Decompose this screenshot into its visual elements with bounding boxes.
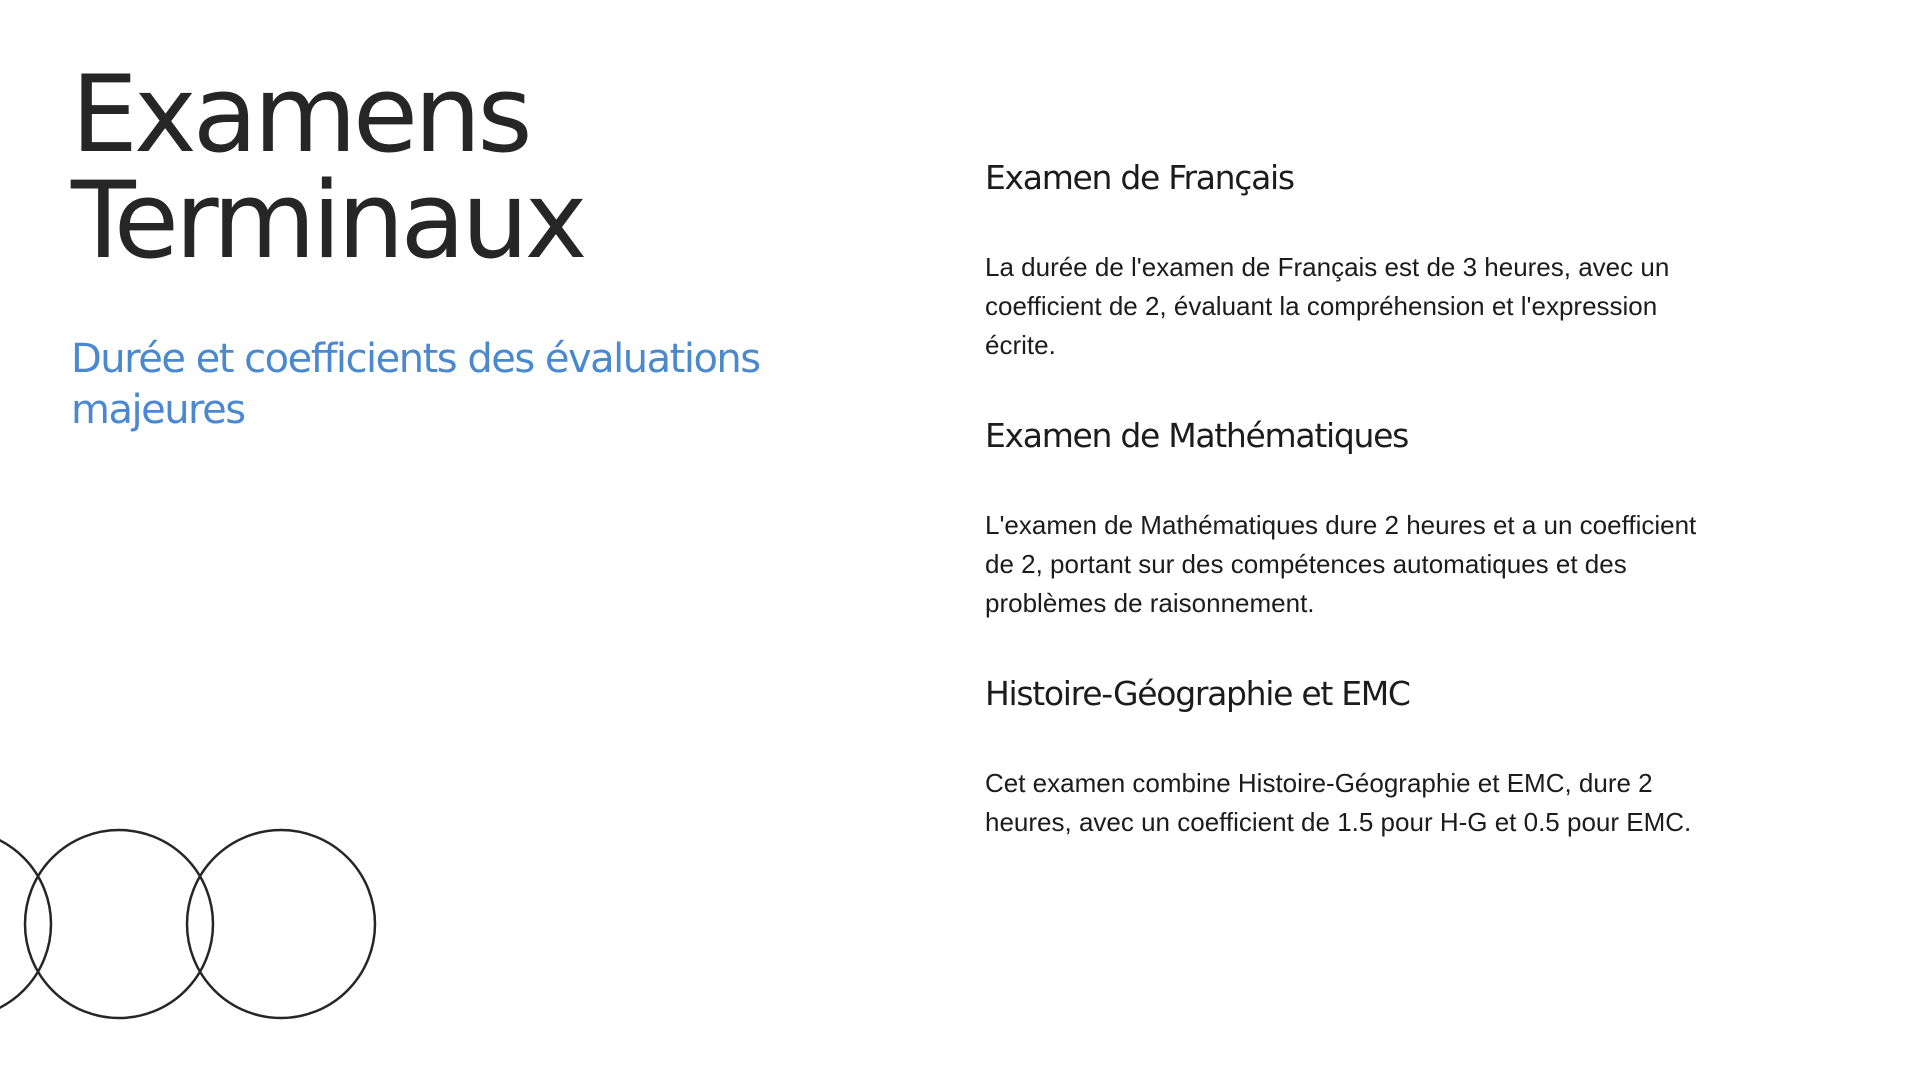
section-body: L'examen de Mathématiques dure 2 heures et a un coefficient de 2, portant sur des compétences automatiques et des problèmes de raisonnement. <box>985 510 1697 618</box>
exam-section-francais <box>985 158 1725 365</box>
section-body: Cet examen combine Histoire-Géographie et EMC, dure 2 heures, avec un coefficient de 1.5 pour H-G et 0.5 pour EMC. <box>985 768 1692 837</box>
title-line-2: Terminaux <box>71 159 584 282</box>
title-line-1: Examens <box>71 53 529 176</box>
decorative-circle-middle <box>25 830 213 1018</box>
title-block <box>71 53 871 436</box>
exam-list <box>985 158 1725 842</box>
decorative-circle-right <box>187 830 375 1018</box>
slide-title <box>71 53 871 282</box>
slide-subtitle: Durée et coefficients des évaluations majeures <box>71 336 760 433</box>
exam-section-mathematiques <box>985 416 1725 623</box>
section-heading: Examen de Français <box>985 158 1294 197</box>
section-body: La durée de l'examen de Français est de 3 heures, avec un coefficient de 2, évaluant la compréhension et l'expression écrite. <box>985 252 1670 360</box>
section-heading: Histoire-Géographie et EMC <box>985 674 1410 713</box>
section-heading: Examen de Mathématiques <box>985 416 1408 455</box>
exam-section-histoire-geo <box>985 674 1725 842</box>
decorative-circles <box>0 820 400 1030</box>
